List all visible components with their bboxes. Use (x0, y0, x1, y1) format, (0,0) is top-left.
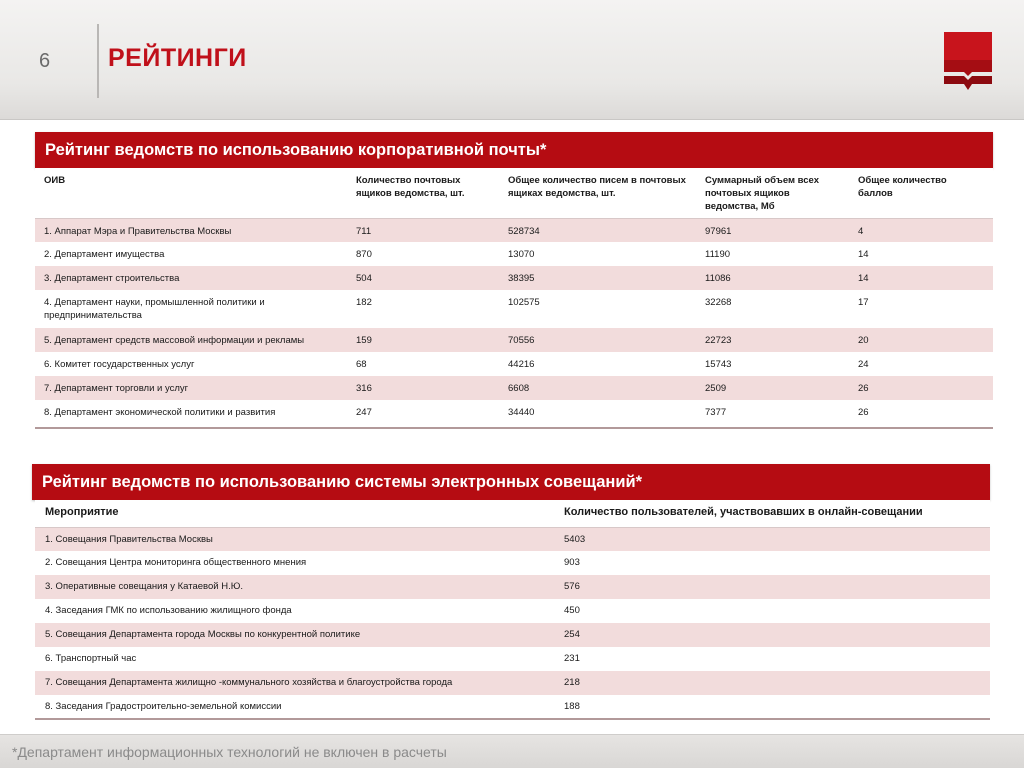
event-cell: 6. Транспортный час (45, 653, 137, 664)
users-count-cell: 254 (564, 629, 580, 640)
column-header: Общее количество писем в почтовых ящиках ведомства, шт. (508, 175, 686, 199)
table-header-row (35, 168, 993, 218)
agency-cell: 8. Департамент экономической политики и развития (44, 407, 276, 418)
volume-cell: 97961 (705, 225, 732, 237)
column-header: ОИВ (44, 175, 66, 186)
slide-footer (0, 734, 1024, 768)
mail-rating-table (35, 168, 993, 429)
column-header: Количество почтовых ящиков ведомства, шт. (356, 175, 465, 199)
event-cell: 1. Совещания Правительства Москвы (45, 533, 213, 545)
column-header: Количество пользователей, участвовавших в онлайн-совещании (564, 506, 923, 518)
score-cell: 17 (858, 297, 869, 308)
volume-cell: 11190 (705, 249, 731, 260)
table-row (35, 266, 993, 290)
slide-header (0, 0, 1024, 120)
meetings-rating-title: Рейтинг ведомств по использованию системы электронных совещаний* (32, 464, 990, 500)
score-cell: 14 (858, 249, 869, 260)
table-row (35, 575, 990, 599)
agency-cell: 7. Департамент торговли и услуг (44, 383, 189, 394)
score-cell: 4 (858, 225, 864, 237)
event-cell: 7. Совещания Департамента жилищно -коммунального хозяйства и благоустройства города (45, 677, 453, 688)
letter-count-cell: 34440 (508, 407, 535, 418)
volume-cell: 15743 (705, 359, 732, 370)
users-count-cell: 231 (564, 653, 580, 664)
users-count-cell: 218 (564, 677, 580, 688)
agency-cell: 6. Комитет государственных услуг (44, 359, 195, 370)
score-cell: 14 (858, 273, 869, 284)
score-cell: 26 (858, 383, 869, 394)
volume-cell: 2509 (705, 383, 727, 394)
table-row (35, 599, 990, 623)
letter-count-cell: 6608 (508, 383, 530, 394)
mailbox-count-cell: 182 (356, 297, 372, 308)
volume-cell: 7377 (705, 407, 727, 418)
score-cell: 24 (858, 359, 869, 370)
users-count-cell: 188 (564, 701, 580, 712)
column-header: Мероприятие (45, 506, 119, 518)
letter-count-cell: 102575 (508, 297, 540, 308)
page-number: 6 (39, 50, 51, 72)
table-row (35, 671, 990, 695)
footnote: *Департамент информационных технологий не включен в расчеты (12, 744, 447, 760)
mailbox-count-cell: 870 (356, 249, 372, 260)
letter-count-cell: 528734 (508, 225, 540, 237)
mailbox-count-cell: 247 (356, 407, 372, 418)
table-row (35, 290, 993, 328)
event-cell: 2. Совещания Центра мониторинга общественного мнения (45, 557, 307, 568)
mailbox-count-cell: 159 (356, 335, 372, 346)
letter-count-cell: 38395 (508, 273, 535, 284)
agency-cell: 5. Департамент средств массовой информации и рекламы (44, 335, 305, 346)
users-count-cell: 450 (564, 605, 580, 616)
column-header: Общее количество баллов (858, 175, 947, 199)
letter-count-cell: 44216 (508, 359, 535, 370)
score-cell: 26 (858, 407, 869, 418)
letter-count-cell: 70556 (508, 335, 535, 346)
agency-cell: 3. Департамент строительства (44, 273, 180, 284)
score-cell: 20 (858, 335, 869, 346)
agency-cell: 4. Департамент науки, промышленной политики и предпринимательства (44, 297, 265, 321)
mailbox-count-cell: 711 (356, 225, 372, 237)
volume-cell: 11086 (705, 273, 731, 284)
table-row (35, 695, 990, 719)
table-row (35, 623, 990, 647)
table-row (35, 400, 993, 428)
table-row (35, 328, 993, 352)
table-row (35, 218, 993, 242)
volume-cell: 22723 (705, 335, 732, 346)
header-divider (97, 24, 99, 98)
users-count-cell: 903 (564, 557, 580, 568)
mailbox-count-cell: 68 (356, 359, 367, 370)
agency-cell: 2. Департамент имущества (44, 249, 165, 260)
users-count-cell: 576 (564, 581, 580, 592)
table-header-row (35, 500, 990, 527)
event-cell: 5. Совещания Департамента города Москвы по конкурентной политике (45, 629, 361, 640)
mailbox-count-cell: 504 (356, 273, 372, 284)
table-row (35, 242, 993, 266)
mail-rating-title: Рейтинг ведомств по использованию корпоративной почты* (35, 132, 993, 168)
meetings-rating-table (35, 500, 990, 720)
users-count-cell: 5403 (564, 533, 586, 545)
page-title: РЕЙТИНГИ (108, 44, 247, 72)
volume-cell: 32268 (705, 297, 732, 308)
table-row (35, 352, 993, 376)
table-row (35, 551, 990, 575)
moscow-logo-icon (944, 32, 992, 92)
event-cell: 3. Оперативные совещания у Катаевой Н.Ю. (45, 581, 243, 592)
table-row (35, 647, 990, 671)
letter-count-cell: 13070 (508, 249, 535, 260)
event-cell: 8. Заседания Градостроительно-земельной комиссии (45, 701, 282, 712)
agency-cell: 1. Аппарат Мэра и Правительства Москвы (44, 225, 232, 237)
column-header: Суммарный объем всех почтовых ящиков ведомства, Мб (705, 175, 819, 212)
table-row (35, 527, 990, 551)
event-cell: 4. Заседания ГМК по использованию жилищного фонда (45, 605, 292, 616)
mailbox-count-cell: 316 (356, 383, 372, 394)
table-row (35, 376, 993, 400)
